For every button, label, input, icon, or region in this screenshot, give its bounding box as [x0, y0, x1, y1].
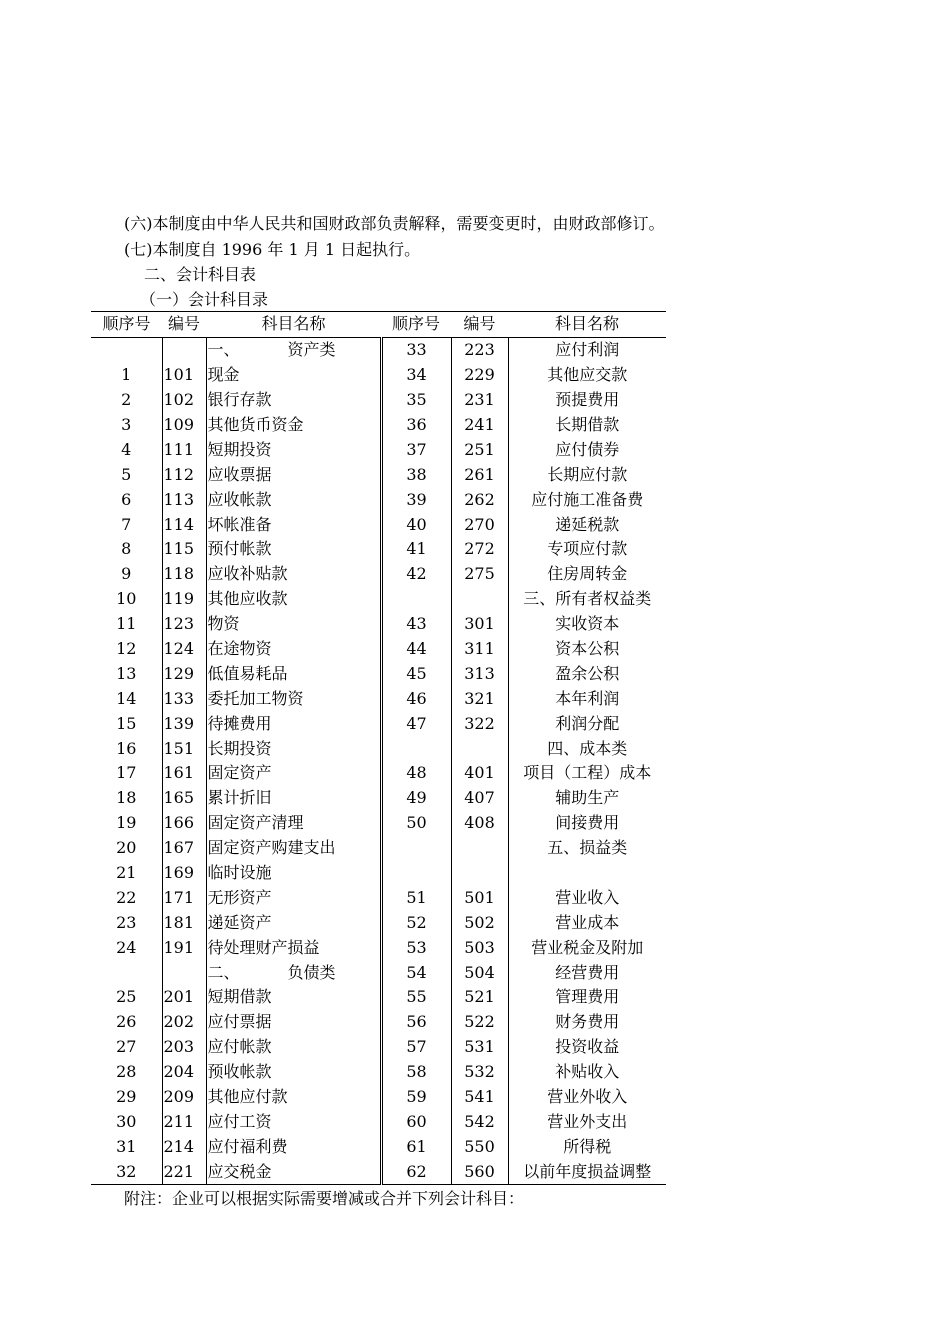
- cell-code: 201: [162, 985, 206, 1010]
- cell-seq-2: 58: [406, 1062, 427, 1082]
- cell-seq-2: 62: [406, 1161, 427, 1181]
- cell-seq-2: 47: [406, 713, 427, 733]
- cell-seq: 15: [116, 713, 137, 733]
- table-header-row: [91, 312, 666, 338]
- paragraph-7: (七)本制度自 1996 年 1 月 1 日起执行。: [124, 240, 421, 259]
- table-row: [91, 1134, 666, 1159]
- cell-code-2: 301: [451, 612, 508, 637]
- cell-code: 169: [162, 861, 206, 886]
- cell-seq-2: 50: [406, 813, 427, 833]
- cell-seq-2: 35: [406, 390, 427, 410]
- cell-seq-2: 45: [406, 663, 427, 683]
- cell-code-2: 532: [451, 1060, 508, 1085]
- cell-code: 133: [162, 686, 206, 711]
- account-table: [91, 311, 666, 1185]
- cell-name-2: 间接费用: [555, 813, 620, 833]
- cell-code-2: 550: [451, 1134, 508, 1159]
- cell-name-2: 经营费用: [555, 962, 620, 982]
- cell-seq-2: 37: [406, 439, 427, 459]
- cell-name-2: 项目（工程）成本: [523, 763, 652, 783]
- cell-name-2: 营业成本: [555, 912, 620, 932]
- table-row: [91, 1035, 666, 1060]
- cell-seq: 13: [116, 663, 137, 683]
- cell-code: 221: [162, 1159, 206, 1184]
- cell-name-2: 所得税: [563, 1136, 612, 1156]
- cell-name-2: 利润分配: [555, 713, 620, 733]
- cell-seq-2: 44: [406, 639, 427, 659]
- cell-name: 固定资产购建支出: [206, 836, 381, 861]
- cell-name: 应付票据: [206, 1010, 381, 1035]
- cell-name-2: 投资收益: [555, 1037, 620, 1057]
- table-row: [91, 388, 666, 413]
- table-row: [91, 462, 666, 487]
- cell-name: 短期投资: [206, 437, 381, 462]
- cell-code: 115: [162, 537, 206, 562]
- table-row: [91, 337, 666, 362]
- cell-seq: 2: [121, 390, 132, 410]
- cell-name: 物资: [206, 612, 381, 637]
- cell-name-2: 营业收入: [555, 887, 620, 907]
- cell-seq-2: 55: [406, 987, 427, 1007]
- cell-code: 112: [162, 462, 206, 487]
- cell-seq-2: [381, 736, 451, 761]
- cell-seq-2: [381, 836, 451, 861]
- table-row: [91, 587, 666, 612]
- cell-seq-2: 46: [406, 688, 427, 708]
- cell-code-2: 501: [451, 885, 508, 910]
- cell-name: 递延资产: [206, 910, 381, 935]
- cell-seq-2: 59: [406, 1087, 427, 1107]
- table-row: [91, 960, 666, 985]
- cell-name: 委托加工物资: [206, 686, 381, 711]
- header-code: 编号: [162, 312, 206, 338]
- cell-seq: 22: [116, 887, 137, 907]
- table-row: [91, 811, 666, 836]
- cell-seq-2: 61: [406, 1136, 427, 1156]
- cell-seq: 16: [116, 738, 137, 758]
- cell-code: 203: [162, 1035, 206, 1060]
- cell-code: 202: [162, 1010, 206, 1035]
- cell-name: 临时设施: [206, 861, 381, 886]
- table-body: [91, 337, 666, 1184]
- cell-code-2: [451, 836, 508, 861]
- table-row: [91, 1159, 666, 1184]
- section-heading: 二、会计科目表: [144, 265, 257, 284]
- cell-code-2: 504: [451, 960, 508, 985]
- cell-seq-2: 49: [406, 788, 427, 808]
- cell-seq: 17: [116, 763, 137, 783]
- cell-code-2: 542: [451, 1110, 508, 1135]
- cell-code-2: 261: [451, 462, 508, 487]
- table-row: [91, 885, 666, 910]
- cell-code-2: 407: [451, 786, 508, 811]
- cell-seq: 3: [121, 415, 132, 434]
- cell-name: 其他应收款: [206, 587, 381, 612]
- cell-name-2: 其他应交款: [547, 365, 628, 385]
- cell-name-2: 财务费用: [555, 1012, 620, 1032]
- cell-seq: 29: [116, 1087, 137, 1107]
- cell-code-2: 231: [451, 388, 508, 413]
- cell-seq-2: 53: [406, 937, 427, 957]
- cell-name-2: 营业税金及附加: [531, 937, 644, 957]
- cell-seq-2: 56: [406, 1012, 427, 1032]
- cell-seq-2: 60: [406, 1111, 427, 1131]
- cell-code: 209: [162, 1085, 206, 1110]
- cell-seq-2: 48: [406, 763, 427, 783]
- header-code-2: 编号: [451, 312, 508, 338]
- cell-name: 短期借款: [206, 985, 381, 1010]
- cell-name-2: 应付施工准备费: [531, 489, 644, 509]
- cell-seq-2: 36: [406, 415, 427, 434]
- cell-code: 166: [162, 811, 206, 836]
- header-name-2: 科目名称: [508, 312, 666, 338]
- cell-name-2: 递延税款: [555, 514, 620, 534]
- cell-code-2: 503: [451, 935, 508, 960]
- cell-name: 待处理财产损益: [206, 935, 381, 960]
- cell-code-2: [451, 587, 508, 612]
- table-row: [91, 786, 666, 811]
- cell-code-2: [451, 736, 508, 761]
- cell-name-2: 实收资本: [555, 614, 620, 634]
- table-row: [91, 836, 666, 861]
- cell-code-2: 502: [451, 910, 508, 935]
- cell-name-2: 营业外收入: [547, 1087, 628, 1107]
- cell-code-2: 321: [451, 686, 508, 711]
- cell-code: 114: [162, 512, 206, 537]
- cell-code-2: 311: [451, 637, 508, 662]
- cell-code: 181: [162, 910, 206, 935]
- cell-name-2: 三、所有者权益类: [523, 589, 652, 609]
- cell-seq-2: 38: [406, 464, 427, 484]
- cell-name: [206, 337, 381, 362]
- cell-code: 119: [162, 587, 206, 612]
- category-number: 二、: [207, 962, 240, 982]
- cell-seq-2: [381, 861, 451, 886]
- table-row: [91, 487, 666, 512]
- cell-name-2: 四、成本类: [547, 738, 628, 758]
- cell-name-2: [508, 861, 666, 886]
- cell-code: 102: [162, 388, 206, 413]
- cell-seq: 10: [116, 589, 137, 609]
- cell-code: 161: [162, 761, 206, 786]
- cell-name-2: 五、损益类: [547, 838, 628, 858]
- cell-seq: 28: [116, 1062, 137, 1082]
- cell-name: 其他货币资金: [206, 413, 381, 438]
- cell-seq: 24: [116, 937, 137, 957]
- cell-seq: 32: [116, 1161, 137, 1181]
- cell-seq: 27: [116, 1037, 137, 1057]
- cell-code: 129: [162, 661, 206, 686]
- cell-name-2: 住房周转金: [547, 564, 628, 584]
- cell-seq-2: 40: [406, 514, 427, 534]
- table-row: [91, 437, 666, 462]
- table-row: [91, 413, 666, 438]
- cell-seq-2: 51: [406, 887, 427, 907]
- table-row: [91, 1110, 666, 1135]
- cell-code-2: 229: [451, 363, 508, 388]
- cell-code-2: 401: [451, 761, 508, 786]
- cell-seq-2: [381, 587, 451, 612]
- cell-code: 113: [162, 487, 206, 512]
- cell-name: 预收帐款: [206, 1060, 381, 1085]
- table-row: [91, 1085, 666, 1110]
- table-row: [91, 1060, 666, 1085]
- category-title: 负债类: [287, 962, 336, 982]
- cell-seq: 18: [116, 788, 137, 808]
- cell-seq: 9: [121, 564, 132, 584]
- cell-name: 固定资产: [206, 761, 381, 786]
- cell-name-2: 营业外支出: [547, 1111, 628, 1131]
- cell-seq: 5: [121, 464, 132, 484]
- cell-code-2: 560: [451, 1159, 508, 1184]
- cell-code-2: 251: [451, 437, 508, 462]
- table-row: [91, 761, 666, 786]
- cell-seq: 14: [116, 688, 137, 708]
- cell-name: 应付福利费: [206, 1134, 381, 1159]
- cell-seq: 1: [121, 365, 132, 385]
- cell-name: 预付帐款: [206, 537, 381, 562]
- cell-name: 累计折旧: [206, 786, 381, 811]
- table-row: [91, 1010, 666, 1035]
- cell-name: 应收帐款: [206, 487, 381, 512]
- cell-name-2: 应付债券: [555, 439, 620, 459]
- cell-code-2: 531: [451, 1035, 508, 1060]
- cell-seq: 20: [116, 838, 137, 858]
- cell-seq: 25: [116, 987, 137, 1007]
- cell-name-2: 长期应付款: [547, 464, 628, 484]
- cell-code: 165: [162, 786, 206, 811]
- cell-name-2: 应付利润: [555, 340, 620, 360]
- table-row: [91, 612, 666, 637]
- cell-code-2: 223: [451, 337, 508, 362]
- cell-seq-2: 34: [406, 365, 427, 385]
- cell-name-2: 预提费用: [555, 390, 620, 410]
- cell-code: 101: [162, 363, 206, 388]
- cell-name-2: 盈余公积: [555, 663, 620, 683]
- cell-name: 长期投资: [206, 736, 381, 761]
- table-row: [91, 562, 666, 587]
- cell-seq: 7: [121, 514, 132, 534]
- cell-code: 124: [162, 637, 206, 662]
- table-row: [91, 363, 666, 388]
- cell-code: [162, 960, 206, 985]
- cell-name-2: 专项应付款: [547, 539, 628, 559]
- cell-seq-2: 39: [406, 489, 427, 509]
- cell-name: 应收补贴款: [206, 562, 381, 587]
- cell-code: 211: [162, 1110, 206, 1135]
- cell-name: 坏帐准备: [206, 512, 381, 537]
- cell-code: 167: [162, 836, 206, 861]
- cell-code: [162, 337, 206, 362]
- cell-seq-2: 54: [406, 962, 427, 982]
- cell-code-2: 262: [451, 487, 508, 512]
- table-row: [91, 861, 666, 886]
- cell-code-2: 522: [451, 1010, 508, 1035]
- cell-code-2: [451, 861, 508, 886]
- cell-name: 其他应付款: [206, 1085, 381, 1110]
- cell-seq: 19: [116, 813, 137, 833]
- table-row: [91, 686, 666, 711]
- category-title: 资产类: [287, 340, 336, 360]
- cell-seq: 8: [121, 539, 132, 559]
- cell-code-2: 270: [451, 512, 508, 537]
- cell-seq: 21: [116, 863, 137, 883]
- table-row: [91, 910, 666, 935]
- cell-name: 无形资产: [206, 885, 381, 910]
- cell-code: 139: [162, 711, 206, 736]
- cell-code-2: 541: [451, 1085, 508, 1110]
- cell-code: 191: [162, 935, 206, 960]
- cell-code: 123: [162, 612, 206, 637]
- cell-seq: 30: [116, 1111, 137, 1131]
- cell-code: 111: [162, 437, 206, 462]
- cell-code-2: 241: [451, 413, 508, 438]
- cell-seq-2: 41: [406, 539, 427, 559]
- cell-code: 171: [162, 885, 206, 910]
- cell-seq-2: 52: [406, 912, 427, 932]
- header-seq: 顺序号: [91, 312, 162, 338]
- cell-seq: 31: [116, 1136, 137, 1156]
- cell-name: 银行存款: [206, 388, 381, 413]
- cell-seq: 23: [116, 912, 137, 932]
- cell-name-2: 辅助生产: [555, 788, 620, 808]
- table-row: [91, 537, 666, 562]
- cell-name-2: 管理费用: [555, 987, 620, 1007]
- cell-seq-2: 42: [406, 564, 427, 584]
- cell-code-2: 272: [451, 537, 508, 562]
- cell-name: 应付帐款: [206, 1035, 381, 1060]
- cell-name-2: 长期借款: [555, 415, 620, 434]
- cell-name: 低值易耗品: [206, 661, 381, 686]
- table-row: [91, 512, 666, 537]
- cell-seq: [91, 337, 162, 362]
- cell-code-2: 275: [451, 562, 508, 587]
- cell-name: 应付工资: [206, 1110, 381, 1135]
- cell-name: 应交税金: [206, 1159, 381, 1184]
- cell-name: 在途物资: [206, 637, 381, 662]
- cell-name: 应收票据: [206, 462, 381, 487]
- cell-name: 现金: [206, 363, 381, 388]
- table-row: [91, 736, 666, 761]
- cell-name: 待摊费用: [206, 711, 381, 736]
- cell-seq-2: 43: [406, 614, 427, 634]
- footnote: 附注：企业可以根据实际需要增减或合并下列会计科目：: [124, 1189, 525, 1208]
- cell-seq: [91, 960, 162, 985]
- cell-code: 214: [162, 1134, 206, 1159]
- cell-seq: 26: [116, 1012, 137, 1032]
- cell-code-2: 322: [451, 711, 508, 736]
- table-row: [91, 637, 666, 662]
- subsection-heading: （一）会计科目录: [140, 290, 269, 309]
- cell-code-2: 408: [451, 811, 508, 836]
- header-seq-2: 顺序号: [381, 312, 451, 338]
- paragraph-6: (六)本制度由中华人民共和国财政部负责解释，需要变更时，由财政部修订。: [124, 214, 665, 233]
- cell-name: 固定资产清理: [206, 811, 381, 836]
- cell-code: 109: [162, 413, 206, 438]
- cell-seq: 6: [121, 489, 132, 509]
- cell-code-2: 313: [451, 661, 508, 686]
- header-name: 科目名称: [206, 312, 381, 338]
- cell-code-2: 521: [451, 985, 508, 1010]
- cell-code: 118: [162, 562, 206, 587]
- cell-name: [206, 960, 381, 985]
- cell-seq-2: 33: [406, 340, 427, 360]
- table-row: [91, 985, 666, 1010]
- category-number: 一、: [207, 340, 240, 360]
- cell-name-2: 补贴收入: [555, 1062, 620, 1082]
- cell-seq: 11: [116, 614, 137, 634]
- cell-name-2: 以前年度损益调整: [523, 1161, 652, 1181]
- table-row: [91, 711, 666, 736]
- cell-seq: 4: [121, 439, 132, 459]
- cell-name-2: 资本公积: [555, 639, 620, 659]
- table-row: [91, 935, 666, 960]
- cell-seq: 12: [116, 639, 137, 659]
- table-row: [91, 661, 666, 686]
- cell-code: 204: [162, 1060, 206, 1085]
- cell-name-2: 本年利润: [555, 688, 620, 708]
- cell-code: 151: [162, 736, 206, 761]
- cell-seq-2: 57: [406, 1037, 427, 1057]
